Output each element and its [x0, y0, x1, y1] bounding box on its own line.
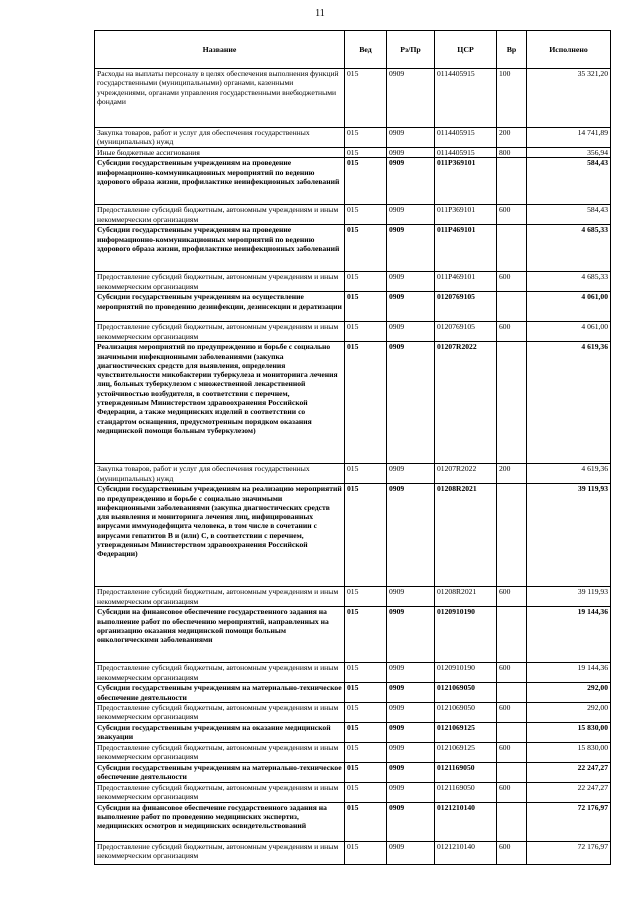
cell-vr — [497, 802, 527, 841]
cell-ved: 015 — [345, 128, 387, 148]
cell-ved: 015 — [345, 782, 387, 802]
cell-amount: 35 321,20 — [527, 69, 611, 128]
table-row — [95, 663, 611, 683]
cell-amount: 15 830,00 — [527, 722, 611, 742]
cell-vr: 600 — [497, 587, 527, 607]
cell-rz-pr: 0909 — [387, 742, 435, 762]
cell-name: Субсидии государственным учреждениям на проведение информационно-коммуникационных мероприятий по ведению здорового образа жизни, профилактике неинфекционных заболеваний — [95, 158, 345, 205]
cell-name: Субсидии государственным учреждениям на материально-техническое обеспечение деятельности — [95, 762, 345, 782]
cell-amount: 39 119,93 — [527, 587, 611, 607]
cell-vr: 600 — [497, 782, 527, 802]
cell-vr — [497, 484, 527, 587]
cell-ved: 015 — [345, 802, 387, 841]
table-row — [95, 205, 611, 225]
cell-amount: 4 619,36 — [527, 464, 611, 484]
cell-vr — [497, 762, 527, 782]
cell-name: Субсидии государственным учреждениям на материально-техническое обеспечение деятельности — [95, 683, 345, 703]
cell-rz-pr: 0909 — [387, 69, 435, 128]
table-row — [95, 158, 611, 205]
cell-rz-pr: 0909 — [387, 205, 435, 225]
table-row — [95, 802, 611, 841]
cell-rz-pr: 0909 — [387, 148, 435, 158]
header-csr: ЦСР — [435, 31, 497, 69]
cell-amount: 292,00 — [527, 683, 611, 703]
cell-csr: 011P469101 — [435, 272, 497, 292]
header-ved: Вед — [345, 31, 387, 69]
cell-csr: 0121210140 — [435, 802, 497, 841]
cell-ved: 015 — [345, 342, 387, 464]
cell-csr: 01207R2022 — [435, 342, 497, 464]
table-row — [95, 322, 611, 342]
cell-csr: 0114405915 — [435, 69, 497, 128]
cell-csr: 0121210140 — [435, 841, 497, 864]
table-row — [95, 683, 611, 703]
cell-csr: 0121069050 — [435, 683, 497, 703]
cell-ved: 015 — [345, 205, 387, 225]
cell-ved: 015 — [345, 663, 387, 683]
cell-rz-pr: 0909 — [387, 128, 435, 148]
cell-rz-pr: 0909 — [387, 322, 435, 342]
header-vr: Вр — [497, 31, 527, 69]
cell-vr: 600 — [497, 205, 527, 225]
cell-amount: 4 061,00 — [527, 292, 611, 322]
cell-rz-pr: 0909 — [387, 464, 435, 484]
cell-ved: 015 — [345, 722, 387, 742]
cell-vr — [497, 292, 527, 322]
cell-csr: 0121169050 — [435, 762, 497, 782]
header-rz-pr: Рз/Пр — [387, 31, 435, 69]
cell-csr: 011P369101 — [435, 205, 497, 225]
table-row — [95, 702, 611, 722]
cell-ved: 015 — [345, 742, 387, 762]
cell-rz-pr: 0909 — [387, 702, 435, 722]
cell-vr: 600 — [497, 322, 527, 342]
cell-rz-pr: 0909 — [387, 587, 435, 607]
cell-ved: 015 — [345, 158, 387, 205]
cell-ved: 015 — [345, 841, 387, 864]
cell-csr: 0121169050 — [435, 782, 497, 802]
cell-ved: 015 — [345, 272, 387, 292]
table-row — [95, 607, 611, 663]
cell-ved: 015 — [345, 322, 387, 342]
cell-amount: 356,94 — [527, 148, 611, 158]
cell-csr: 01208R2021 — [435, 587, 497, 607]
table-header-row — [95, 31, 611, 69]
cell-vr: 100 — [497, 69, 527, 128]
cell-csr: 0121069125 — [435, 742, 497, 762]
cell-amount: 4 685,33 — [527, 272, 611, 292]
table-row — [95, 782, 611, 802]
cell-amount: 292,00 — [527, 702, 611, 722]
table-row — [95, 128, 611, 148]
cell-name: Предоставление субсидий бюджетным, автономным учреждениям и иным некоммерческим организациям — [95, 742, 345, 762]
table-row — [95, 742, 611, 762]
cell-rz-pr: 0909 — [387, 158, 435, 205]
cell-name: Субсидии на финансовое обеспечение государственного задания на выполнение работ по обеспечению мероприятий, направленных на организацию оказания медицинской помощи больным онкологическими заболеваниями — [95, 607, 345, 663]
header-name: Название — [95, 31, 345, 69]
cell-amount: 584,43 — [527, 158, 611, 205]
budget-table — [94, 30, 611, 865]
cell-csr: 0120769105 — [435, 292, 497, 322]
cell-name: Предоставление субсидий бюджетным, автономным учреждениям и иным некоммерческим организациям — [95, 205, 345, 225]
cell-name: Субсидии государственным учреждениям на реализацию мероприятий по предупреждению и борьбе с социально значимыми инфекционными заболеваниями (закупка диагностических средств для выявления и мониторинга лечения лиц, инфицированных вирусами иммунодефицита человека, в том числе в сочетании с вирусами гепатитов В и (или) С, в соответствии с перечнем, утвержденным Министерством здравоохранения Российской Федерации) — [95, 484, 345, 587]
cell-vr — [497, 342, 527, 464]
header-amount: Исполнено — [527, 31, 611, 69]
cell-csr: 01207R2022 — [435, 464, 497, 484]
cell-csr: 01208R2021 — [435, 484, 497, 587]
cell-ved: 015 — [345, 702, 387, 722]
cell-vr — [497, 683, 527, 703]
cell-csr: 0121069125 — [435, 722, 497, 742]
table-row — [95, 148, 611, 158]
cell-rz-pr: 0909 — [387, 225, 435, 272]
cell-csr: 0121069050 — [435, 702, 497, 722]
cell-vr: 600 — [497, 272, 527, 292]
cell-csr: 0120910190 — [435, 607, 497, 663]
cell-csr: 0120910190 — [435, 663, 497, 683]
cell-vr: 200 — [497, 464, 527, 484]
cell-rz-pr: 0909 — [387, 722, 435, 742]
cell-rz-pr: 0909 — [387, 292, 435, 322]
cell-vr — [497, 158, 527, 205]
cell-amount: 4 685,33 — [527, 225, 611, 272]
table-row — [95, 292, 611, 322]
cell-csr: 011P469101 — [435, 225, 497, 272]
cell-csr: 0114405915 — [435, 128, 497, 148]
cell-rz-pr: 0909 — [387, 762, 435, 782]
cell-name: Предоставление субсидий бюджетным, автономным учреждениям и иным некоммерческим организациям — [95, 702, 345, 722]
cell-vr — [497, 722, 527, 742]
cell-rz-pr: 0909 — [387, 484, 435, 587]
cell-vr: 200 — [497, 128, 527, 148]
cell-name: Предоставление субсидий бюджетным, автономным учреждениям и иным некоммерческим организациям — [95, 587, 345, 607]
cell-amount: 19 144,36 — [527, 663, 611, 683]
cell-name: Предоставление субсидий бюджетным, автономным учреждениям и иным некоммерческим организациям — [95, 841, 345, 864]
table-row — [95, 841, 611, 864]
cell-amount: 39 119,93 — [527, 484, 611, 587]
cell-name: Предоставление субсидий бюджетным, автономным учреждениям и иным некоммерческим организациям — [95, 782, 345, 802]
cell-name: Реализация мероприятий по предупреждению и борьбе с социально значимыми инфекционными заболеваниями (закупка диагностических средств для выявления, определения чувствительности микобактерии туберкулеза и мониторинга лечения лиц, больных туберкулезом с множественной лекарственной устойчивостью возбудителя, в соответствии с перечнем, утвержденным Министерством здравоохранения Российской Федерации, а также медицинских изделий в соответствии со стандартом оснащения, предусмотренным порядком оказания медицинской помощи больным туберкулезом) — [95, 342, 345, 464]
cell-amount: 72 176,97 — [527, 841, 611, 864]
cell-rz-pr: 0909 — [387, 841, 435, 864]
cell-rz-pr: 0909 — [387, 607, 435, 663]
cell-csr: 011P369101 — [435, 158, 497, 205]
cell-csr: 0120769105 — [435, 322, 497, 342]
cell-amount: 14 741,89 — [527, 128, 611, 148]
table-row — [95, 484, 611, 587]
cell-ved: 015 — [345, 69, 387, 128]
cell-amount: 72 176,97 — [527, 802, 611, 841]
cell-name: Предоставление субсидий бюджетным, автономным учреждениям и иным некоммерческим организациям — [95, 663, 345, 683]
table-row — [95, 722, 611, 742]
cell-amount: 19 144,36 — [527, 607, 611, 663]
table-row — [95, 464, 611, 484]
cell-vr: 600 — [497, 663, 527, 683]
cell-amount: 15 830,00 — [527, 742, 611, 762]
cell-name: Субсидии на финансовое обеспечение государственного задания на выполнение работ по проведению медицинских экспертиз, медицинских осмотров и медицинских освидетельствований — [95, 802, 345, 841]
cell-name: Закупка товаров, работ и услуг для обеспечения государственных (муниципальных) нужд — [95, 128, 345, 148]
cell-ved: 015 — [345, 148, 387, 158]
cell-rz-pr: 0909 — [387, 802, 435, 841]
cell-rz-pr: 0909 — [387, 782, 435, 802]
table-row — [95, 587, 611, 607]
table-row — [95, 225, 611, 272]
cell-amount: 22 247,27 — [527, 782, 611, 802]
cell-vr — [497, 607, 527, 663]
table-row — [95, 342, 611, 464]
cell-ved: 015 — [345, 292, 387, 322]
cell-amount: 4 619,36 — [527, 342, 611, 464]
cell-amount: 22 247,27 — [527, 762, 611, 782]
table-row — [95, 69, 611, 128]
table-row — [95, 762, 611, 782]
cell-name: Предоставление субсидий бюджетным, автономным учреждениям и иным некоммерческим организациям — [95, 272, 345, 292]
cell-amount: 4 061,00 — [527, 322, 611, 342]
cell-ved: 015 — [345, 607, 387, 663]
cell-vr — [497, 225, 527, 272]
page-number: 11 — [315, 8, 325, 19]
table-body — [95, 69, 611, 865]
cell-vr: 600 — [497, 841, 527, 864]
cell-ved: 015 — [345, 464, 387, 484]
cell-ved: 015 — [345, 484, 387, 587]
cell-ved: 015 — [345, 225, 387, 272]
cell-ved: 015 — [345, 683, 387, 703]
cell-name: Закупка товаров, работ и услуг для обеспечения государственных (муниципальных) нужд — [95, 464, 345, 484]
cell-name: Субсидии государственным учреждениям на оказание медицинской эвакуации — [95, 722, 345, 742]
cell-name: Субсидии государственным учреждениям на проведение информационно-коммуникационных мероприятий по ведению здорового образа жизни, профилактике неинфекционных заболеваний — [95, 225, 345, 272]
cell-name: Расходы на выплаты персоналу в целях обеспечения выполнения функций государственными (муниципальными) органами, казенными учреждениями, органами управления государственными внебюджетными фондами — [95, 69, 345, 128]
cell-csr: 0114405915 — [435, 148, 497, 158]
cell-rz-pr: 0909 — [387, 272, 435, 292]
cell-ved: 015 — [345, 587, 387, 607]
cell-vr: 600 — [497, 742, 527, 762]
cell-rz-pr: 0909 — [387, 663, 435, 683]
cell-name: Субсидии государственным учреждениям на осуществление мероприятий по проведению дезинфекции, дезинсекции и дератизации — [95, 292, 345, 322]
cell-rz-pr: 0909 — [387, 683, 435, 703]
cell-name: Иные бюджетные ассигнования — [95, 148, 345, 158]
cell-ved: 015 — [345, 762, 387, 782]
cell-amount: 584,43 — [527, 205, 611, 225]
cell-vr: 800 — [497, 148, 527, 158]
table-row — [95, 272, 611, 292]
cell-rz-pr: 0909 — [387, 342, 435, 464]
cell-vr: 600 — [497, 702, 527, 722]
cell-name: Предоставление субсидий бюджетным, автономным учреждениям и иным некоммерческим организациям — [95, 322, 345, 342]
